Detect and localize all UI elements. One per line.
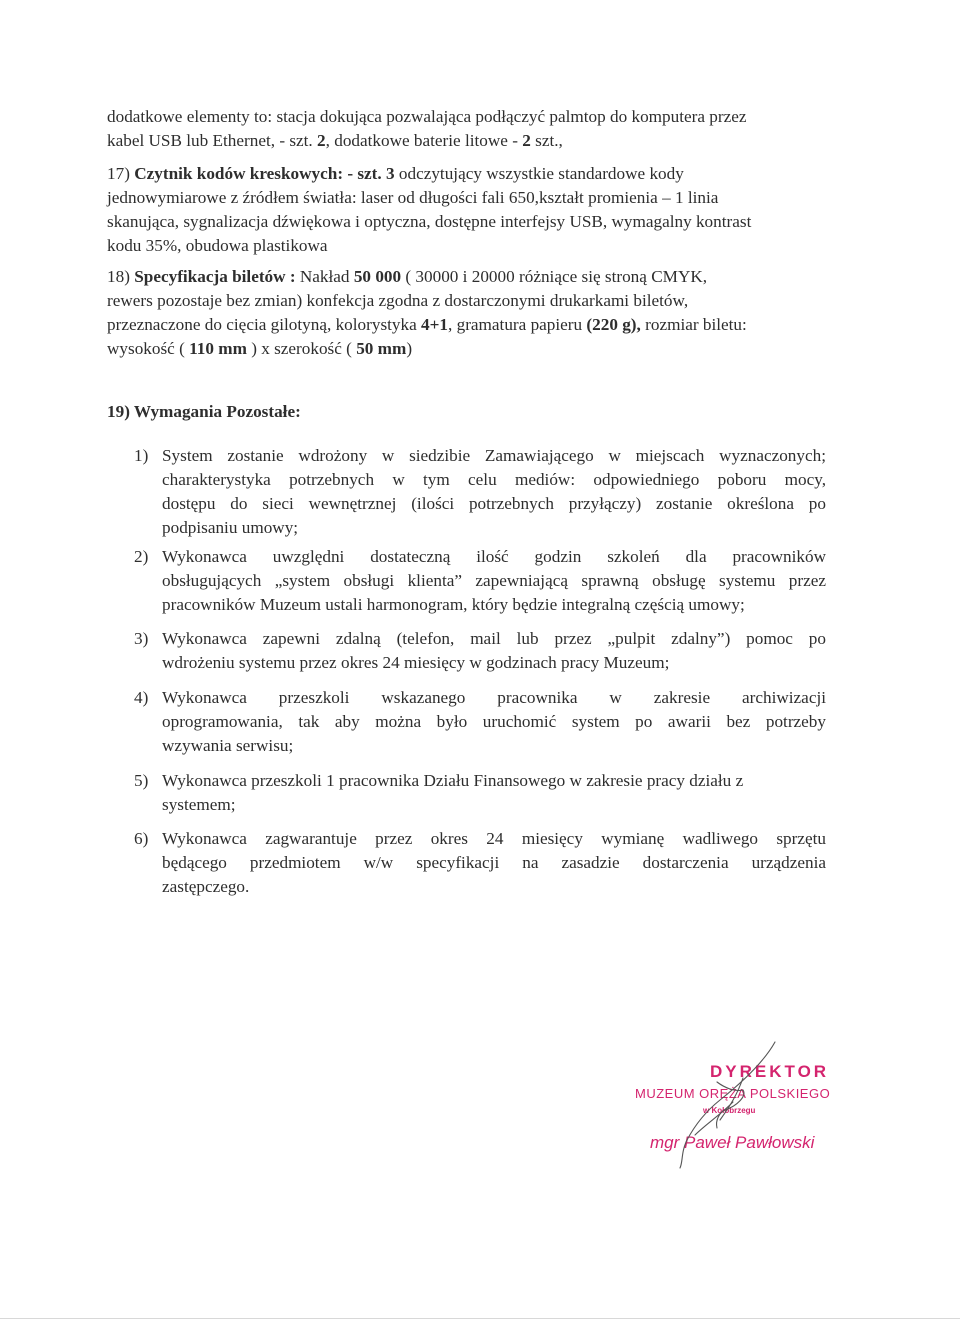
intro-qty-2: 2 (522, 131, 531, 150)
section-text: odczytujący wszystkie standardowe kody (394, 164, 684, 183)
item-line: Wykonawca przeszkoli wskazanego pracownika w zakresie archiwizacji (162, 688, 826, 707)
item-line: Wykonawca przeszkoli 1 pracownika Działu Finansowego w zakresie pracy działu z (162, 771, 744, 790)
intro-text: kabel USB lub Ethernet, - szt. (107, 131, 318, 150)
item-line: zastępczego. (162, 877, 250, 896)
section-text: ) x szerokość ( (246, 339, 357, 358)
section-19-heading: 19) Wymagania Pozostałe: (107, 402, 301, 421)
stamp-city: w Kołobrzegu (703, 1106, 756, 1115)
intro-text: szt., (530, 131, 563, 150)
section-17-title: Czytnik kodów kreskowych: - szt. 3 (134, 164, 395, 183)
section-text: wysokość ( (107, 339, 190, 358)
item-number: 5) (134, 771, 149, 790)
stamp-title: DYREKTOR (710, 1062, 830, 1081)
item-line: dostępu do sieci wewnętrznej (ilości potrzebnych przyłączy) zostanie określona po (162, 494, 826, 513)
item-line: wdrożeniu systemu przez okres 24 miesięcy w godzinach pracy Muzeum; (162, 653, 670, 672)
color-scheme: 4+1 (421, 315, 449, 334)
paper-weight: (220 g), (586, 315, 641, 334)
intro-line-1: dodatkowe elementy to: stacja dokująca pozwalająca podłączyć palmtop do komputera przez (107, 107, 747, 126)
section-text: ) (406, 339, 413, 358)
section-18 (107, 265, 825, 361)
section-text: przeznaczone do cięcia gilotyną, kolorystyka (107, 315, 422, 334)
ticket-width: 50 mm (356, 339, 407, 358)
item-line: oprogramowania, tak aby można było uruchomić system po awarii bez potrzeby (162, 712, 826, 731)
intro-qty-1: 2 (317, 131, 326, 150)
section-17-line-2: jednowymiarowe z źródłem światła: laser od długości fali 650,kształt promienia – 1 linia (107, 188, 719, 207)
section-text: Nakład (299, 267, 354, 286)
item-line: będącego przedmiotem w/w specyfikacji na zasadzie dostarczenia urządzenia (162, 853, 826, 872)
item-number: 4) (134, 688, 149, 707)
section-number: 18) (107, 267, 135, 286)
ticket-quantity: 50 000 (353, 267, 402, 286)
item-line: Wykonawca zagwarantuje przez okres 24 miesięcy wymianę wadliwego sprzętu (162, 829, 826, 848)
section-number: 17) (107, 164, 135, 183)
section-18-line-4 (107, 337, 825, 361)
section-text: ( 30000 i 20000 różniące się stroną CMYK, (401, 267, 708, 286)
section-text: : (285, 267, 300, 286)
section-17-line-4: kodu 35%, obudowa plastikowa (107, 236, 328, 255)
item-number: 1) (134, 446, 149, 465)
stamp-org: MUZEUM ORĘŻA POLSKIEGO (635, 1086, 831, 1101)
item-line: Wykonawca uwzględni dostateczną ilość godzin szkoleń dla pracowników (162, 547, 826, 566)
intro-line-2 (107, 129, 825, 153)
item-number: 3) (134, 629, 149, 648)
item-line: pracowników Muzeum ustali harmonogram, który będzie integralną częścią umowy; (162, 595, 745, 614)
intro-paragraph (107, 105, 825, 153)
section-18-line-1 (107, 265, 825, 289)
ticket-height: 110 mm (189, 339, 247, 358)
section-17-line-1 (107, 162, 825, 186)
section-17-line-3: skanująca, sygnalizacja dźwiękowa i optyczna, dostępne interfejsy USB, wymagalny kontrast (107, 212, 752, 231)
item-line: wzywania serwisu; (162, 736, 294, 755)
intro-text: , dodatkowe baterie litowe - (325, 131, 523, 150)
section-18-line-3 (107, 313, 825, 337)
director-stamp (625, 1040, 855, 1170)
section-text: rozmiar biletu: (640, 315, 747, 334)
stamp-name: mgr Paweł Pawłowski (650, 1133, 815, 1152)
item-line: System zostanie wdrożony w siedzibie Zamawiającego w miejscach wyznaczonych; (162, 446, 826, 465)
item-line: charakterystyka potrzebnych w tym celu mediów: odpowiedniego poboru mocy, (162, 470, 826, 489)
item-number: 2) (134, 547, 149, 566)
section-17 (107, 162, 825, 258)
item-line: systemem; (162, 795, 236, 814)
section-text: , gramatura papieru (448, 315, 587, 334)
item-line: Wykonawca zapewni zdalną (telefon, mail lub przez „pulpit zdalny”) pomoc po (162, 629, 826, 648)
section-18-title: Specyfikacja biletów (134, 267, 286, 286)
item-number: 6) (134, 829, 149, 848)
scan-edge-line (0, 1318, 960, 1319)
item-line: podpisaniu umowy; (162, 518, 299, 537)
item-line: obsługujących „system obsługi klienta” zapewniającą sprawną obsługę systemu przez (162, 571, 826, 590)
section-18-line-2: rewers pozostaje bez zmian) konfekcja zgodna z dostarczonymi drukarkami biletów, (107, 291, 689, 310)
